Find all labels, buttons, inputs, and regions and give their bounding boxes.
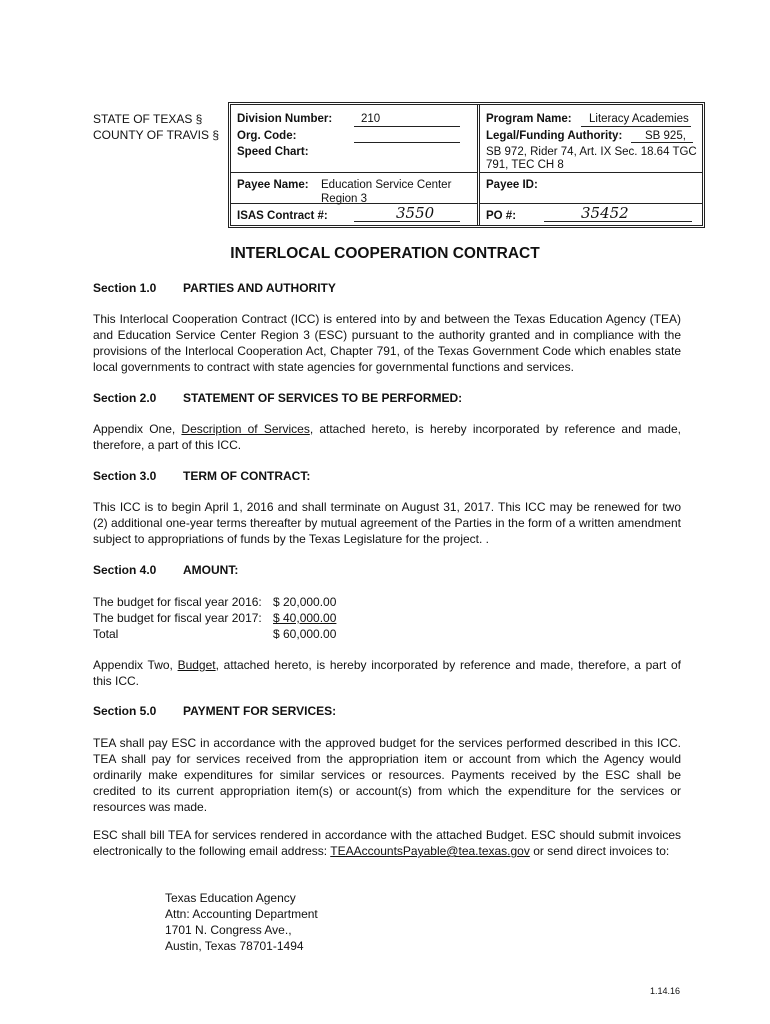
- header-row-line-right: [480, 172, 702, 173]
- revision-date: 1.14.16: [650, 986, 681, 996]
- isas-contract-label: ISAS Contract #:: [237, 210, 328, 222]
- funding-authority-value: SB 925,: [645, 130, 686, 142]
- section-4-number: Section 4.0: [93, 563, 157, 577]
- s2-post: , attached hereto, is hereby incorporated by reference and made, therefore, a part of this ICC.: [93, 422, 681, 452]
- section-5-heading: [93, 704, 336, 718]
- budget-row-2016: [93, 594, 353, 610]
- budget-row-2017: [93, 610, 353, 626]
- address-line-2: Attn: Accounting Department: [165, 907, 318, 921]
- speed-chart-label: Speed Chart:: [237, 146, 309, 158]
- payee-name-label: Payee Name:: [237, 179, 309, 191]
- section-4-title: AMOUNT:: [183, 563, 239, 577]
- budget-2017-label: The budget for fiscal year 2017:: [93, 611, 262, 625]
- section-3-number: Section 3.0: [93, 469, 157, 483]
- program-underline: [581, 126, 691, 127]
- section-5-billing-text: [93, 827, 681, 859]
- section-3-title: TERM OF CONTRACT:: [183, 469, 311, 483]
- payee-name-value-cont: Region 3: [321, 193, 368, 205]
- state-line: STATE OF TEXAS §: [93, 112, 203, 126]
- section-5-title: PAYMENT FOR SERVICES:: [183, 704, 337, 718]
- section-2-number: Section 2.0: [93, 391, 157, 405]
- division-label: Division Number:: [237, 113, 333, 125]
- funding-authority-label: Legal/Funding Authority:: [486, 130, 623, 142]
- isas-contract-handwritten: 3550: [396, 204, 435, 222]
- state-county-block: [93, 111, 219, 143]
- address-line-3: 1701 N. Congress Ave.,: [165, 923, 292, 937]
- program-name-value: Literacy Academies: [589, 113, 689, 125]
- section-5-text: TEA shall pay ESC in accordance with the approved budget for the services performed described in this ICC. TEA shall pay for services received from the appropriation item or account from which the Agency would ordinarily make expenditures for similar services or resources. Payments received by the ESC shall be credited to its current appropriation item(s) or account(s) from which the expenditure for the services or resources was made.: [93, 736, 681, 814]
- s4-post: , attached hereto, is hereby incorporated by reference and made, therefore, a part of this ICC.: [93, 658, 681, 688]
- address-line-4: Austin, Texas 78701-1494: [165, 939, 304, 953]
- section-3-text: This ICC is to begin April 1, 2016 and shall terminate on August 31, 2017. This ICC may be renewed for two (2) additional one-year terms thereafter by mutual agreement of the Parties in the form of a written amendment subject to appropriations of funds by the Texas Legislature for the project. .: [93, 500, 681, 546]
- budget-link: Budget: [177, 658, 216, 672]
- funding-authority-cont-1: SB 972, Rider 74, Art. IX Sec. 18.64 TGC: [486, 146, 697, 158]
- budget-row-total: [93, 626, 353, 642]
- po-handwritten: 35452: [581, 204, 629, 222]
- org-code-label: Org. Code:: [237, 130, 297, 142]
- po-underline: [544, 221, 692, 222]
- address-line-1: Texas Education Agency: [165, 891, 296, 905]
- isas-underline: [354, 221, 460, 222]
- section-1-heading: [93, 281, 336, 295]
- s2-pre: Appendix One,: [93, 422, 182, 436]
- header-divider: [477, 105, 480, 225]
- budget-table: [93, 594, 353, 642]
- contract-header-box: [228, 102, 705, 228]
- budget-2017-value: $ 40,000.00: [273, 611, 337, 625]
- section-1-text: This Interlocal Cooperation Contract (ICC) is entered into by and between the Texas Education Agency (TEA) and Education Service Center Region 3 (ESC) pursuant to the authority granted and in compliance with the provisions of the Interlocal Cooperation Act, Chapter 791, of the Texas Government Code which enables state local governments to contract with state agencies for governmental functions and services.: [93, 312, 681, 374]
- section-2-title: STATEMENT OF SERVICES TO BE PERFORMED:: [183, 391, 463, 405]
- section-1-number: Section 1.0: [93, 281, 157, 295]
- mailing-address: [165, 890, 318, 954]
- section-4-text: [93, 657, 681, 689]
- org-code-underline: [354, 142, 460, 143]
- budget-2016-label: The budget for fiscal year 2016:: [93, 595, 262, 609]
- po-label: PO #:: [486, 210, 517, 222]
- description-of-services-link: Description of Services: [181, 422, 310, 436]
- s4-pre: Appendix Two,: [93, 658, 178, 672]
- budget-2016-value: $ 20,000.00: [273, 595, 337, 609]
- funding-authority-cont-2: 791, TEC CH 8: [486, 159, 564, 171]
- speed-chart-underline: [354, 172, 460, 173]
- division-underline: [354, 126, 460, 127]
- section-3-heading: [93, 469, 310, 483]
- section-5-number: Section 5.0: [93, 704, 157, 718]
- program-name-label: Program Name:: [486, 113, 572, 125]
- total-value: $ 60,000.00: [273, 627, 337, 641]
- payee-name-value: Education Service Center: [321, 179, 452, 191]
- section-4-heading: [93, 563, 238, 577]
- county-line: COUNTY OF TRAVIS §: [93, 128, 220, 142]
- payables-email: TEAAccountsPayable@tea.texas.gov: [330, 844, 530, 858]
- total-label: Total: [93, 627, 119, 641]
- division-value: 210: [361, 113, 381, 125]
- s5b-post: or send direct invoices to:: [529, 844, 670, 858]
- section-2-heading: [93, 391, 462, 405]
- funding-underline: [631, 142, 693, 143]
- document-title: INTERLOCAL COOPERATION CONTRACT: [230, 245, 540, 262]
- s5b-pre: ESC shall bill TEA for services rendered in accordance with the attached Budget. ESC should submit invoices electronically to the following email address:: [93, 828, 681, 858]
- section-2-text: [93, 421, 681, 453]
- section-1-title: PARTIES AND AUTHORITY: [183, 281, 336, 295]
- payee-id-label: Payee ID:: [486, 179, 538, 191]
